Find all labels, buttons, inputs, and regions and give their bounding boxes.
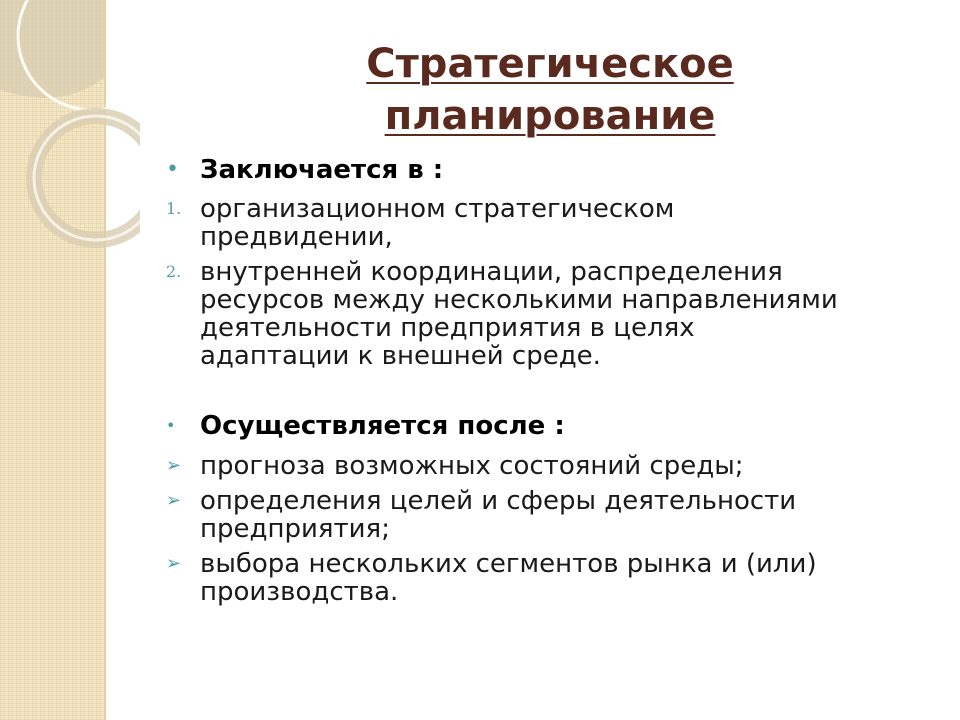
title-line-1: Стратегическое — [366, 41, 734, 87]
list-item-line: производства. — [200, 577, 399, 607]
arrow-bullet-icon: ➢ — [166, 553, 182, 574]
section1-heading: Заключается в : — [200, 155, 444, 185]
decorative-rings — [0, 0, 140, 260]
list-item-line: организационном стратегическом — [200, 194, 675, 224]
list-number: 1. — [166, 199, 182, 218]
list-item — [200, 258, 930, 370]
arrow-bullet-icon: ➢ — [166, 455, 182, 476]
list-item-line: деятельности предприятия в целях — [200, 313, 695, 343]
list-item — [200, 195, 930, 251]
list-item — [200, 487, 930, 543]
list-item-line: определения целей и сферы деятельности — [200, 486, 797, 516]
list-item-line: адаптации к внешней среде. — [200, 341, 601, 371]
arrow-bullet-icon: ➢ — [166, 490, 182, 511]
title-line-2: планирование — [384, 93, 716, 139]
list-item-line: ресурсов между несколькими направлениями — [200, 285, 838, 315]
list-number: 2. — [166, 262, 182, 281]
list-item-line: выбора нескольких сегментов рынка и (или) — [200, 549, 817, 579]
list-item — [200, 550, 930, 606]
list-item-line: предвидении, — [200, 222, 393, 252]
bullet-dot-icon: • — [166, 157, 179, 182]
list-item — [200, 452, 930, 480]
section2-heading: Осуществляется после : — [200, 411, 565, 441]
bullet-dot-icon: • — [166, 416, 176, 435]
list-item-line: внутренней координации, распределения — [200, 257, 783, 287]
list-item-line: предприятия; — [200, 514, 390, 544]
slide-title — [300, 38, 800, 142]
list-item-line: прогноза возможных состояний среды; — [200, 451, 744, 481]
